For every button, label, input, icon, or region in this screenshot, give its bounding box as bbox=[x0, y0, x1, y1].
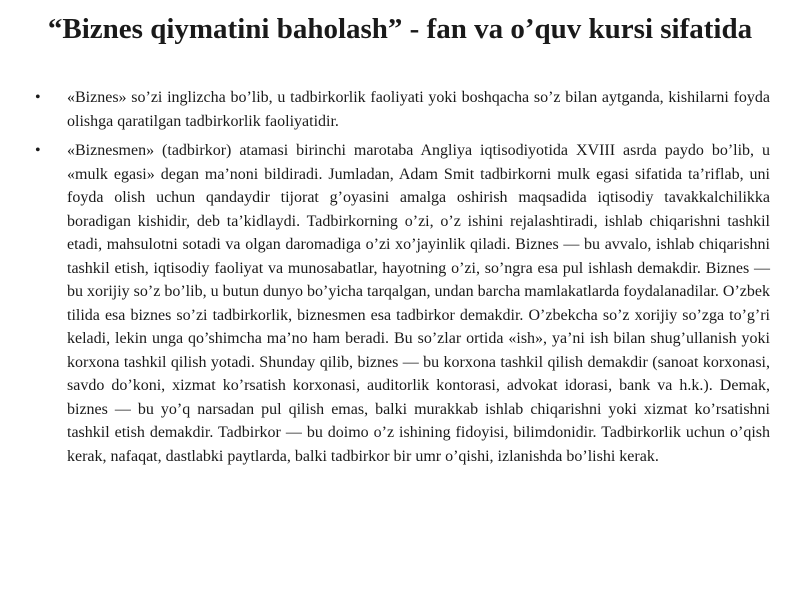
bullet-dot-icon: • bbox=[35, 142, 41, 159]
bullet-dot-icon: • bbox=[35, 89, 41, 106]
bullet-item-biznes-definition bbox=[30, 86, 770, 133]
bullet-text: «Biznesmen» (tadbirkor) atamasi birinchi marotaba Angliya iqtisodiyotida XVIII asrda paydo bo’lib, u «mulk egasi» degan ma’noni bildiradi. Jumladan, Adam Smit tadbirkorni mulk egasi sifatida ta’riflab, uni foyda olish uchun qandaydir tijorat g’oyasini amalga oshirish maqsadida iqtisodiy tavakkalchilikka boradigan kishidir, deb ta’kidlaydi. Tadbirkorning o’zi, o’z ishini rejalashtiradi, ishlab chiqarishni tashkil etadi, mahsulotni sotadi va olgan daromadiga o’zi xo’jayinlik qiladi. Biznes — bu avvalo, ishlab chiqarishni tashkil etish, iqtisodiy faoliyat va munosabatlar, hayotning o’zi, so’ngra esa pul ishlash demakdir. Biznes — bu xorijiy so’z bo’lib, u butun dunyo bo’yicha tarqalgan, undan barcha mamlakatlarda foydalanadilar. O’zbek tilida esa biznes so’zi tadbirkorlik, biznesmen esa tadbirkor demakdir. O’zbekcha so’z xorijiy so’zga to’g’ri keladi, lekin unga qo’shimcha ma’no ham beradi. Bu so’zlar ortida «ish», ya’ni ish bilan shug’ullanish yoki korxona tashkil qilish yotadi. Shunday qilib, biznes — bu korxona tashkil qilish demakdir (sanoat korxonasi, savdo do’koni, xizmat ko’rsatish korxonasi, auditorlik kontorasi, advokat idorasi, bank va h.k.). Demak, biznes — bu yo’q narsadan pul qilish emas, balki murakkab ishlab chiqarishni yoki xizmat ko’rsatishni tashkil etish demakdir. Tadbirkor — bu doimo o’z ishining fidoyisi, bilimdonidir. Tadbirkorlik uchun o’qish kerak, nafaqat, dastlabki paytlarda, balki tadbirkor bir umr o’qishi, izlanishda bo’lishi kerak. bbox=[67, 142, 770, 465]
bullet-text: «Biznes» so’zi inglizcha bo’lib, u tadbirkorlik faoliyati yoki boshqacha so’z bilan aytganda, kishilarni foyda olishga qaratilgan tadbirkorlik faoliyatidir. bbox=[67, 89, 770, 130]
bullet-item-biznesmen-definition bbox=[30, 139, 770, 468]
slide-title: “Biznes qiymatini baholash” - fan va o’quv kursi sifatida bbox=[47, 13, 753, 45]
bullet-list bbox=[30, 86, 770, 474]
